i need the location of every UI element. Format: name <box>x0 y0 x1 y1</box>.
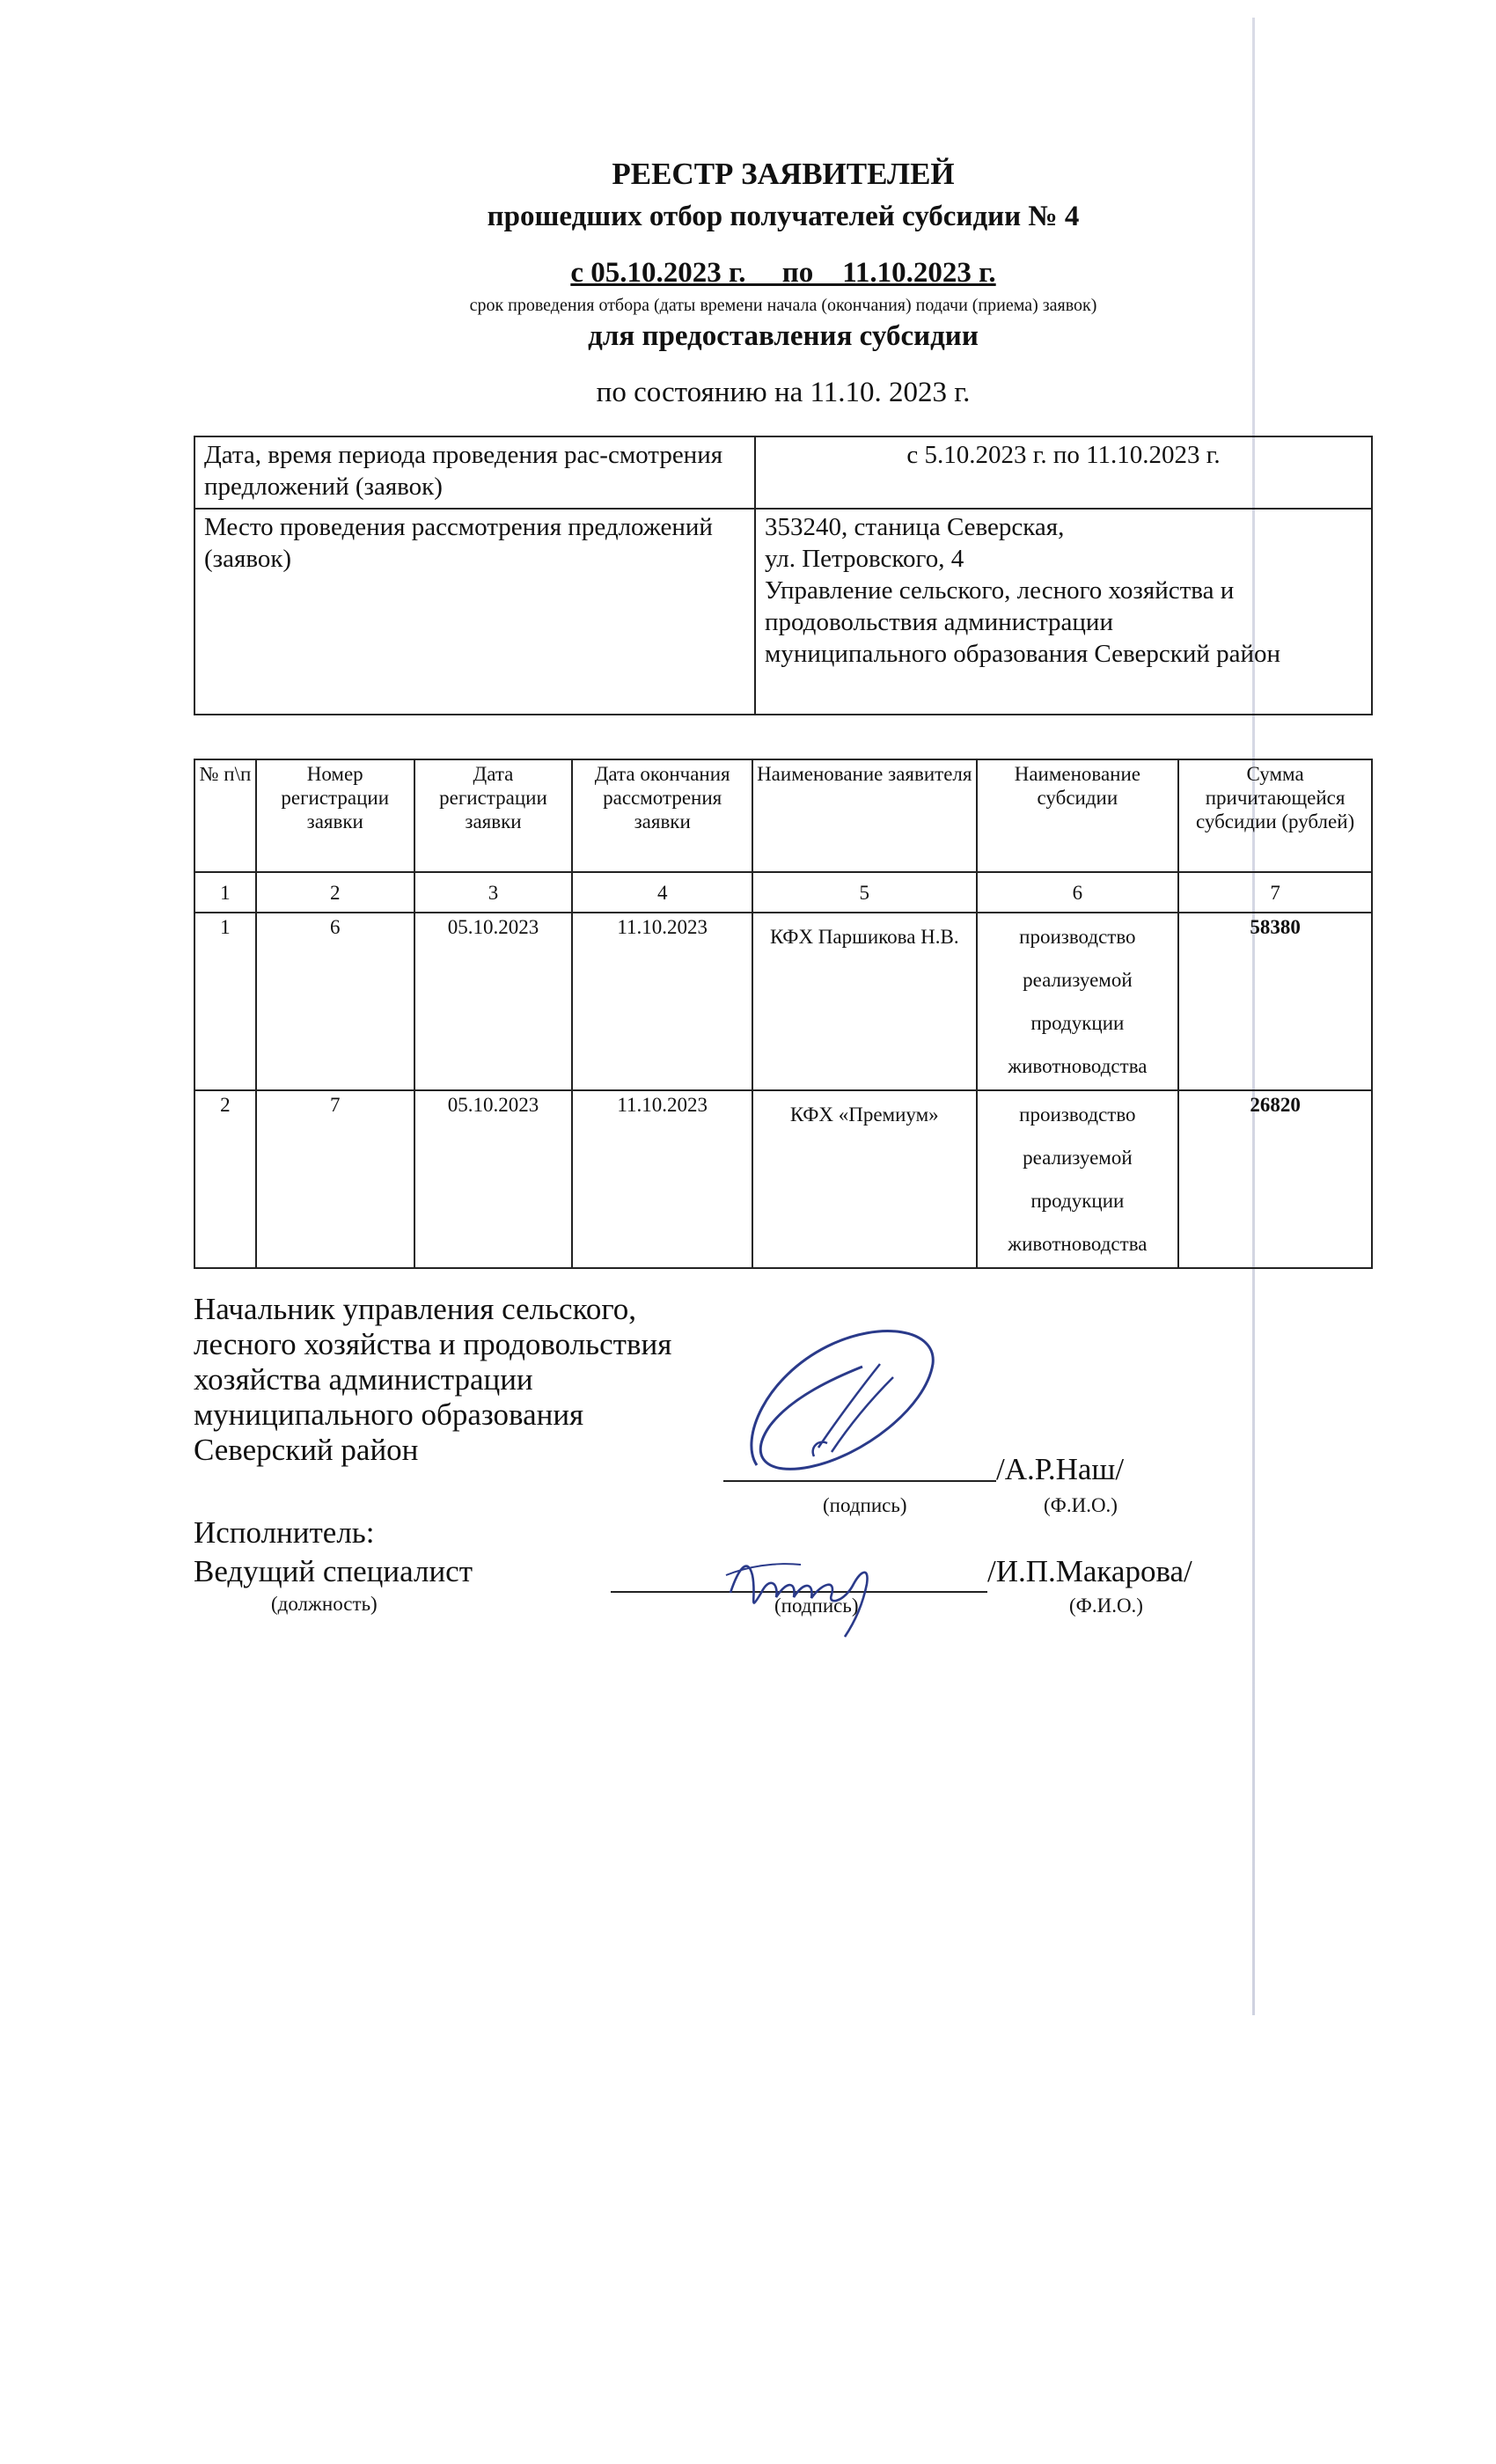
column-number: 6 <box>977 872 1179 913</box>
document-purpose: для предоставления субсидии <box>588 320 979 352</box>
executor-position: Ведущий специалист <box>194 1554 473 1588</box>
head-role-line: лесного хозяйства и продовольствия <box>194 1327 672 1361</box>
column-number: 5 <box>752 872 976 913</box>
col-header-reg-number: Номер регистрации заявки <box>256 759 414 872</box>
address-line: муниципального образования Северский район <box>765 640 1281 668</box>
address-line: 353240, станица Северская, <box>765 513 1065 541</box>
address-line: Управление сельского, лесного хозяйства и <box>765 576 1235 605</box>
col-header-end-date: Дата окончания рассмотрения заявки <box>572 759 752 872</box>
cell-reg-number: 7 <box>256 1090 414 1268</box>
info-row-place <box>194 509 1372 715</box>
cell-end-date: 11.10.2023 <box>572 1090 752 1268</box>
col-header-number: № п\п <box>194 759 256 872</box>
column-number: 4 <box>572 872 752 913</box>
document-title: РЕЕСТР ЗАЯВИТЕЛЕЙ <box>612 157 955 191</box>
cell-subsidy: производство реализуемой продукции животноводства <box>977 1090 1179 1268</box>
info-label-period: Дата, время периода проведения рас-смотрения предложений (заявок) <box>194 436 755 509</box>
column-number: 1 <box>194 872 256 913</box>
col-header-subsidy: Наименование субсидии <box>977 759 1179 872</box>
info-table <box>194 436 1373 715</box>
cell-end-date: 11.10.2023 <box>572 913 752 1090</box>
executor-sign-label: (подпись) <box>774 1595 859 1617</box>
cell-applicant: КФХ Паршикова Н.В. <box>752 913 976 1090</box>
cell-reg-date: 05.10.2023 <box>414 1090 573 1268</box>
executor-fio-label: (Ф.И.О.) <box>1069 1595 1143 1617</box>
executor-name: /И.П.Макарова/ <box>987 1554 1192 1588</box>
registry-header-row <box>194 759 1372 872</box>
col-header-reg-date: Дата регистрации заявки <box>414 759 573 872</box>
registry-column-numbers-row <box>194 872 1372 913</box>
head-handwritten-signature <box>730 1316 959 1492</box>
selection-period: с 05.10.2023 г. по 11.10.2023 г. <box>570 257 996 289</box>
address-line: ул. Петровского, 4 <box>765 545 964 573</box>
table-row <box>194 1090 1372 1268</box>
cell-subsidy: производство реализуемой продукции животноводства <box>977 913 1179 1090</box>
executor-heading: Исполнитель: <box>194 1515 375 1550</box>
col-header-applicant: Наименование заявителя <box>752 759 976 872</box>
executor-position-label: (должность) <box>271 1593 378 1615</box>
head-role <box>194 1292 671 1468</box>
head-fio-label: (Ф.И.О.) <box>1044 1494 1118 1516</box>
table-row <box>194 913 1372 1090</box>
head-role-line: Северский район <box>194 1433 419 1467</box>
head-role-line: муниципального образования <box>194 1397 584 1432</box>
registry-table <box>194 759 1373 1269</box>
head-role-line: хозяйства администрации <box>194 1362 533 1397</box>
as-of-date: по состоянию на 11.10. 2023 г. <box>596 377 971 408</box>
cell-reg-number: 6 <box>256 913 414 1090</box>
cell-applicant: КФХ «Премиум» <box>752 1090 976 1268</box>
info-value-place <box>755 509 1372 715</box>
address-line: продовольствия администрации <box>765 608 1113 636</box>
column-number: 3 <box>414 872 573 913</box>
cell-amount: 26820 <box>1178 1090 1372 1268</box>
head-role-line: Начальник управления сельского, <box>194 1292 637 1326</box>
column-number: 2 <box>256 872 414 913</box>
cell-num: 1 <box>194 913 256 1090</box>
head-name: /А.Р.Наш/ <box>996 1452 1125 1486</box>
head-sign-label: (подпись) <box>823 1494 907 1516</box>
selection-period-note: срок проведения отбора (даты времени начала (окончания) подачи (приема) заявок) <box>469 296 1097 315</box>
cell-reg-date: 05.10.2023 <box>414 913 573 1090</box>
info-value-period: с 5.10.2023 г. по 11.10.2023 г. <box>755 436 1372 509</box>
info-label-place: Место проведения рассмотрения предложений (заявок) <box>194 509 755 715</box>
info-row-period <box>194 436 1372 509</box>
col-header-amount: Сумма причитающейся субсидии (рублей) <box>1178 759 1372 872</box>
column-number: 7 <box>1178 872 1372 913</box>
cell-amount: 58380 <box>1178 913 1372 1090</box>
cell-num: 2 <box>194 1090 256 1268</box>
document-subtitle: прошедших отбор получателей субсидии № 4 <box>487 201 1080 232</box>
executor-handwritten-signature <box>713 1531 915 1646</box>
